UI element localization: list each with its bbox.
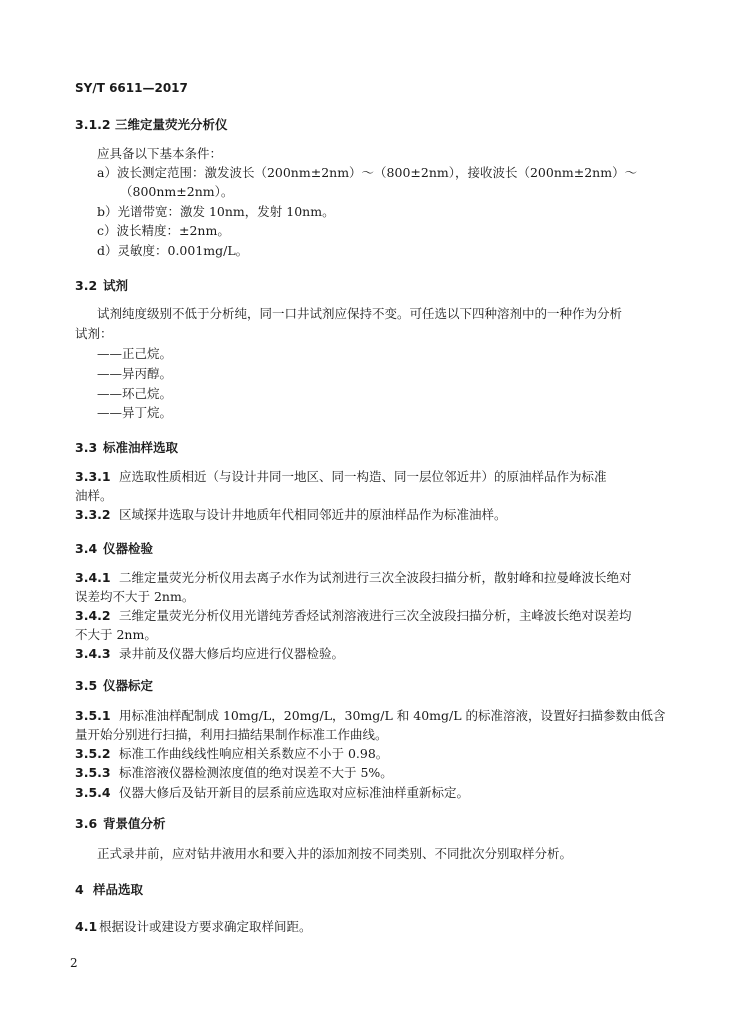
clause-number: 4.1 <box>75 919 98 934</box>
section-3-6-heading <box>75 816 166 832</box>
clause-text-continued: 量开始分别进行扫描，利用扫描结果制作标准工作曲线。 <box>75 727 388 742</box>
clause-3-4-3 <box>75 646 344 662</box>
section-title: 样品选取 <box>93 882 144 897</box>
clause-number: 3.3.2 <box>75 507 111 522</box>
clause-3-5-3 <box>75 765 393 781</box>
section-3-5-heading <box>75 678 153 694</box>
clause-text: 仪器大修后及钻开新目的层系前应选取对应标准油样重新标定。 <box>119 785 470 800</box>
page-number: 2 <box>70 956 78 970</box>
clause-3-5-1 <box>75 708 666 724</box>
clause-text: 三维定量荧光分析仪用光谱纯芳香烃试剂溶液进行三次全波段扫描分析，主峰波长绝对误差均 <box>119 608 632 623</box>
section-title: 三维定量荧光分析仪 <box>115 117 228 132</box>
section-3-4-heading <box>75 541 153 557</box>
section-title: 试剂 <box>103 278 129 293</box>
clause-4-1 <box>75 919 312 935</box>
list-item-continued: （800nm±2nm）。 <box>120 184 234 199</box>
clause-text-continued: 油样。 <box>75 488 113 503</box>
clause-text: 应选取性质相近（与设计井同一地区、同一构造、同一层位邻近井）的原油样品作为标准 <box>119 469 607 484</box>
clause-number: 3.5.2 <box>75 746 111 761</box>
section-number: 4 <box>75 882 84 897</box>
section-title: 仪器检验 <box>103 541 154 556</box>
clause-number: 3.3.1 <box>75 469 111 484</box>
paragraph-continued: 试剂： <box>75 326 113 341</box>
clause-number: 3.5.4 <box>75 785 111 800</box>
section-number: 3.5 <box>75 678 98 693</box>
clause-text: 区域探井选取与设计井地质年代相同邻近井的原油样品作为标准油样。 <box>119 507 507 522</box>
list-item: ——正己烷。 <box>97 346 173 361</box>
list-item: d）灵敏度：0.001mg/L。 <box>97 243 249 258</box>
list-item: ——异丁烷。 <box>97 405 173 420</box>
section-3-2-heading <box>75 278 128 294</box>
paragraph: 试剂纯度级别不低于分析纯，同一口井试剂应保持不变。可任选以下四种溶剂中的一种作为分析 <box>97 306 623 321</box>
clause-text: 标准溶液仪器检测浓度值的绝对误差不大于 5%。 <box>119 765 393 780</box>
section-3-3-heading <box>75 440 178 456</box>
section-number: 3.3 <box>75 440 98 455</box>
clause-3-3-2 <box>75 507 507 523</box>
clause-3-3-1 <box>75 469 607 485</box>
standard-header: SY/T 6611—2017 <box>75 81 188 95</box>
clause-3-4-1 <box>75 570 632 586</box>
section-number: 3.4 <box>75 541 98 556</box>
clause-number: 3.4.3 <box>75 646 111 661</box>
clause-text: 标准工作曲线线性响应相关系数应不小于 0.98。 <box>119 746 389 761</box>
clause-3-5-4 <box>75 785 469 801</box>
clause-number: 3.5.1 <box>75 708 111 723</box>
section-title: 标准油样选取 <box>103 440 179 455</box>
section-title: 背景值分析 <box>103 816 166 831</box>
list-item: ——异丙醇。 <box>97 366 173 381</box>
clause-number: 3.4.1 <box>75 570 111 585</box>
list-item: c）波长精度：±2nm。 <box>97 223 230 238</box>
clause-text: 用标准油样配制成 10mg/L，20mg/L，30mg/L 和 40mg/L 的标准溶液，设置好扫描参数由低含 <box>119 708 666 723</box>
clause-3-5-2 <box>75 746 388 762</box>
section-number: 3.1.2 <box>75 117 111 132</box>
clause-number: 3.5.3 <box>75 765 111 780</box>
clause-text: 录井前及仪器大修后均应进行仪器检验。 <box>119 646 345 661</box>
clause-text-continued: 误差均不大于 2nm。 <box>75 589 195 604</box>
paragraph: 正式录井前，应对钻井液用水和要入井的添加剂按不同类别、不同批次分别取样分析。 <box>97 846 573 861</box>
section-title: 仪器标定 <box>103 678 154 693</box>
section-number: 3.2 <box>75 278 98 293</box>
section-4-heading <box>75 882 143 898</box>
list-item: a）波长测定范围：激发波长（200nm±2nm）～（800±2nm），接收波长（200nm±2nm）～ <box>97 165 638 180</box>
paragraph: 应具备以下基本条件： <box>97 146 223 161</box>
clause-text-continued: 不大于 2nm。 <box>75 627 157 642</box>
section-3-1-2-heading <box>75 117 228 133</box>
clause-number: 3.4.2 <box>75 608 111 623</box>
clause-3-4-2 <box>75 608 632 624</box>
list-item: b）光谱带宽：激发 10nm，发射 10nm。 <box>97 204 335 219</box>
section-number: 3.6 <box>75 816 98 831</box>
list-item: ——环己烷。 <box>97 386 173 401</box>
clause-text: 二维定量荧光分析仪用去离子水作为试剂进行三次全波段扫描分析，散射峰和拉曼峰波长绝对 <box>119 570 632 585</box>
clause-text: 根据设计或建设方要求确定取样间距。 <box>99 919 312 934</box>
